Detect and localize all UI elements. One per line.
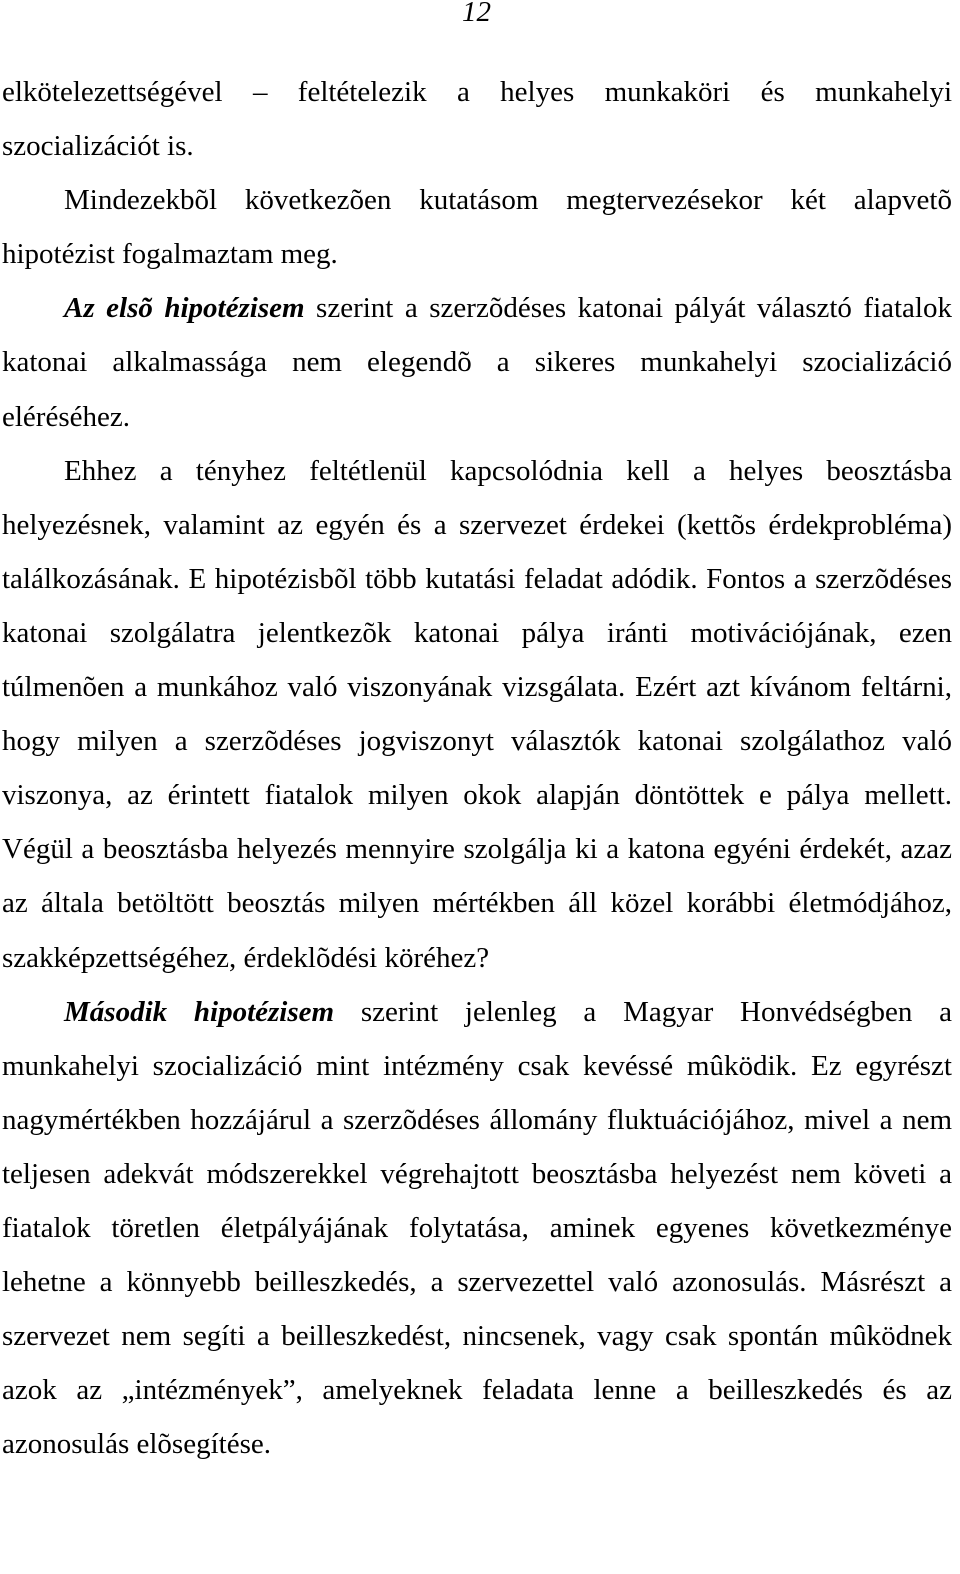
page-number: 12 — [462, 0, 491, 28]
second-hypothesis-text: szerint jelenleg a Magyar Honvédségben a munkahelyi szocializáció mint intézmény csak kevéssé mûködik. Ez egyrészt nagymértékben hozzájárul a szerzõdéses állomány fluktuációjához, mivel a nem teljesen adekvát módszerekkel végrehajtott beosztásba helyezést nem követi a fiatalok töretlen életpályájának folytatása, aminek egyenes következménye lehetne a könnyebb beilleszkedés, a szervezettel való azonosulás. Másrészt a szervezet nem segíti a beilleszkedést, nincsenek, vagy csak spontán mûködnek azok az „intézmények”, amelyeknek feladata lenne a beilleszkedés és az azonosulás elõsegítése. — [2, 995, 952, 1461]
paragraph-3 — [2, 281, 952, 443]
paragraph-1: elkötelezettségével – feltételezik a helyes munkaköri és munkahelyi szocializációt is. — [2, 76, 952, 163]
paragraph-4: Ehhez a tényhez feltétlenül kapcsolódnia kell a helyes beosztásba helyezésnek, valamint az egyén és a szervezet érdekei (kettõs érdekprobléma) találkozásának. E hipotézisbõl több kutatási feladat adódik. Fontos a szerzõdéses katonai szolgálatra jelentkezõk katonai pálya iránti motivációjának, ezen túlmenõen a munkához való viszonyának vizsgálata. Ezért azt kívánom feltárni, hogy milyen a szerzõdéses jogviszonyt választók katonai szolgálathoz való viszonya, az érintett fiatalok milyen okok alapján döntöttek e pálya mellett. Végül a beosztásba helyezés mennyire szolgálja ki a katona egyéni érdekét, azaz az általa betöltött beosztás milyen mértékben áll közel korábbi életmódjához, szakképzettségéhez, érdeklõdési köréhez? — [2, 454, 952, 974]
first-hypothesis-heading: Az elsõ hipotézisem — [64, 292, 305, 325]
body-text — [2, 65, 952, 1471]
paragraph-5 — [2, 985, 952, 1472]
second-hypothesis-heading: Második hipotézisem — [64, 995, 335, 1028]
paragraph-2: Mindezekbõl következõen kutatásom megtervezésekor két alapvetõ hipotézist fogalmaztam meg. — [2, 184, 952, 271]
first-hypothesis-text: szerint a szerzõdéses katonai pályát választó fiatalok katonai alkalmassága nem elegendõ a sikeres munkahelyi szocializáció eléréséhez. — [2, 292, 952, 433]
